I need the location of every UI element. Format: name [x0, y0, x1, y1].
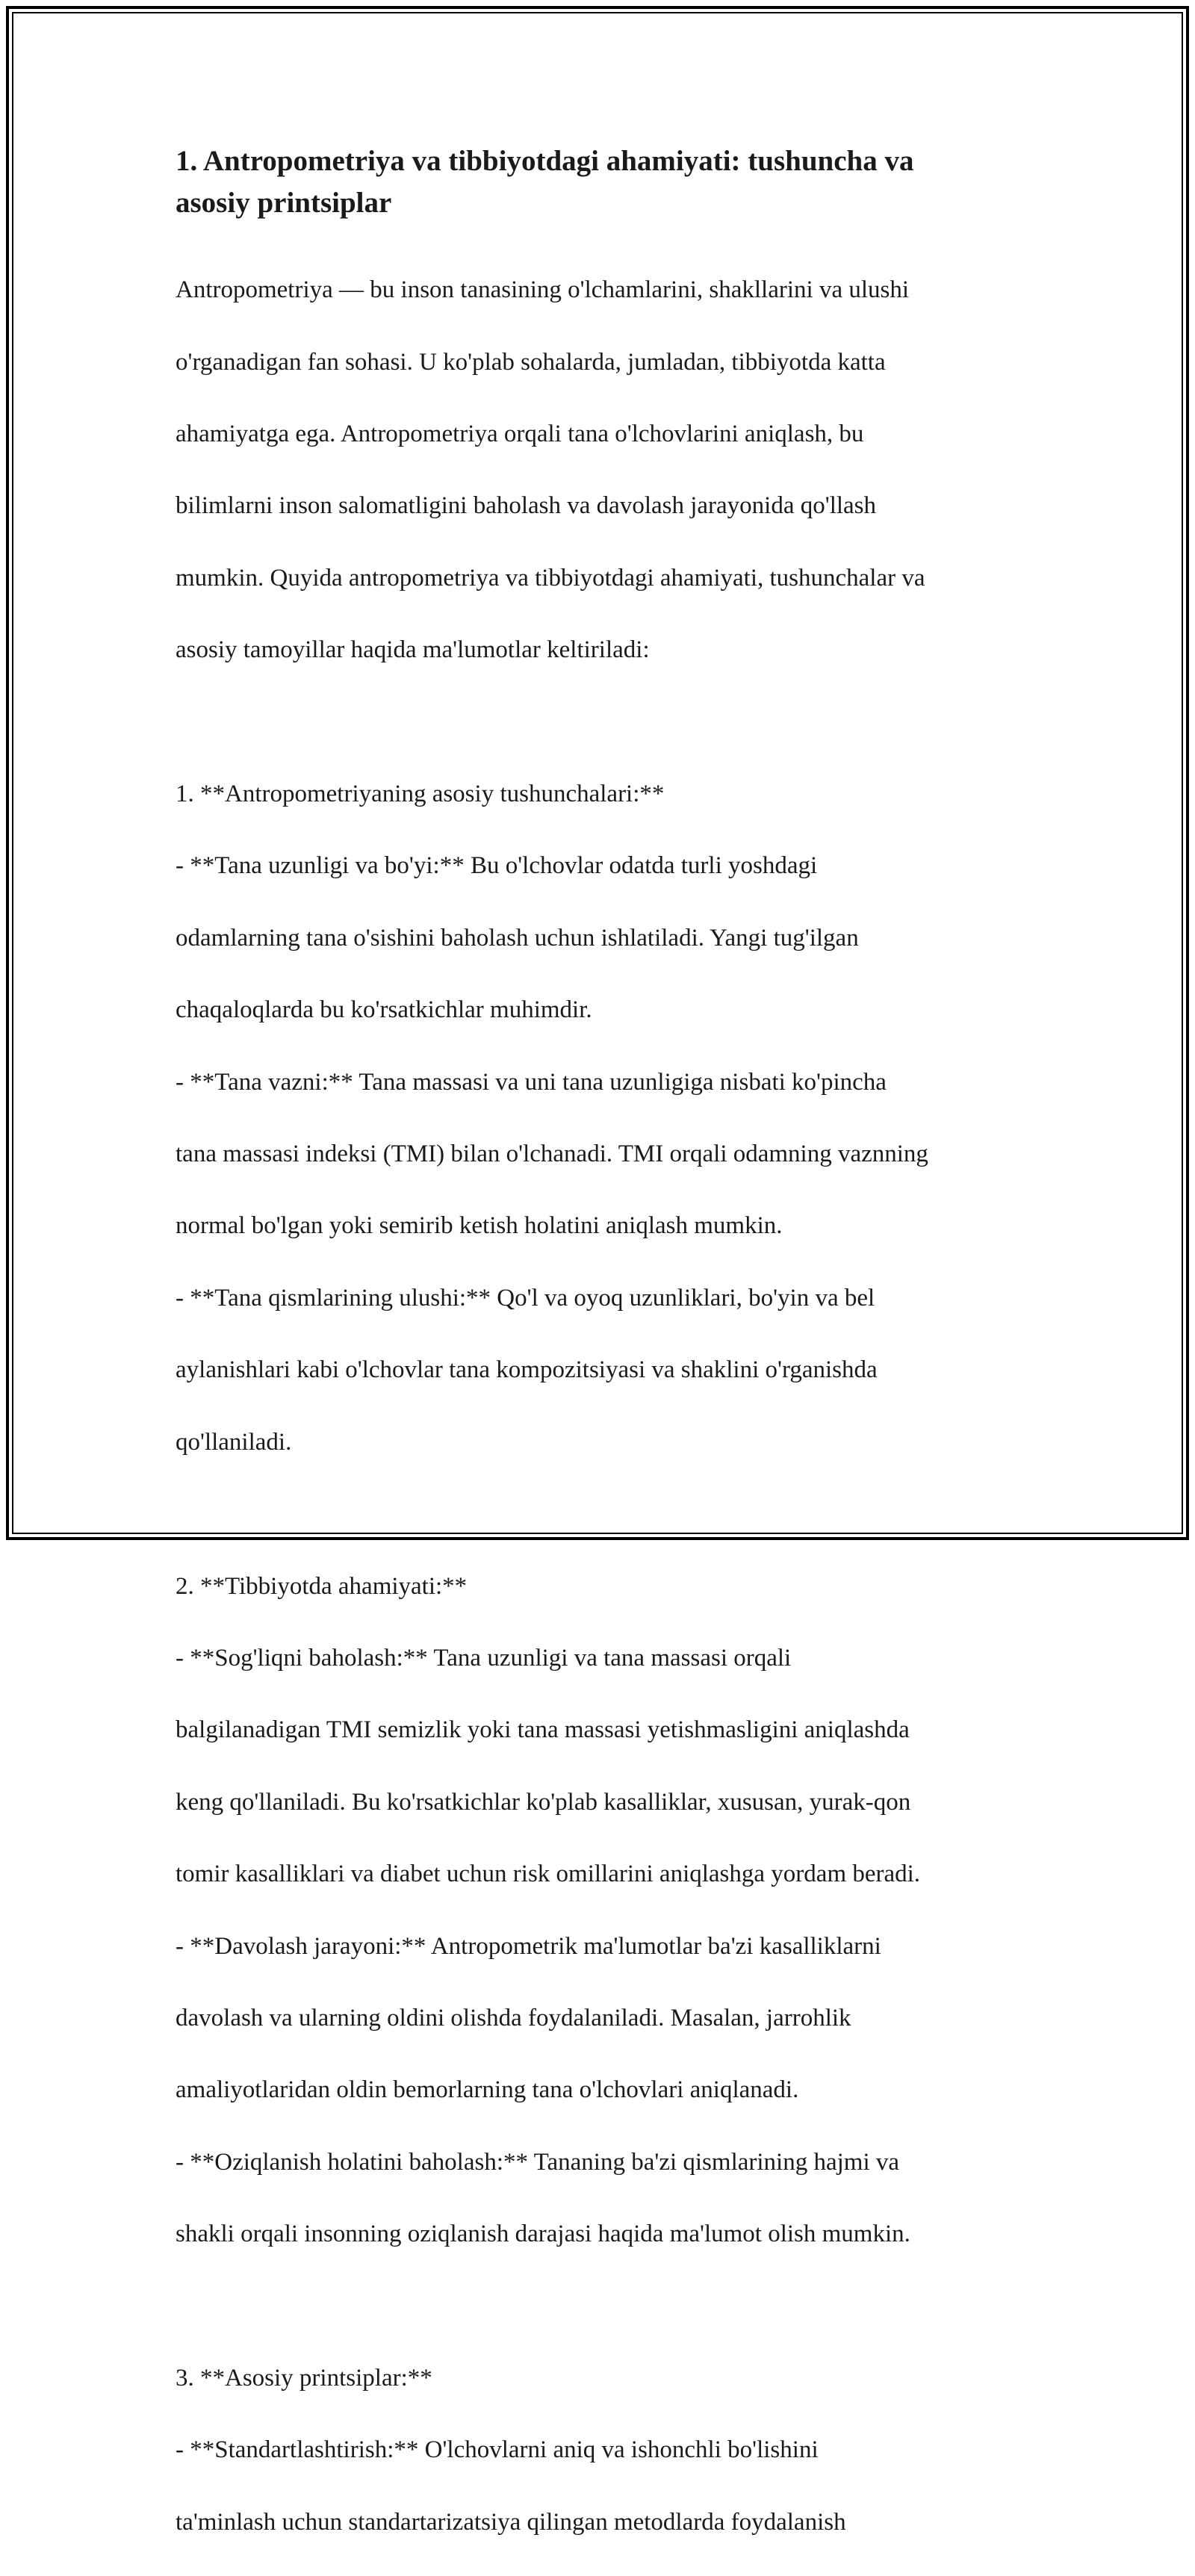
text-line: - **Tana uzunligi va bo'yi:** Bu o'lchovlar odatda turli yoshdagi — [176, 852, 818, 880]
text-line: shakli orqali insonning oziqlanish darajasi haqida ma'lumot olish mumkin. — [176, 2220, 910, 2248]
text-line: tomir kasalliklari va diabet uchun risk omillarini aniqlashga yordam beradi. — [176, 1860, 921, 1888]
text-line: tana massasi indeksi (TMI) bilan o'lchanadi. TMI orqali odamning vaznning — [176, 1140, 928, 1168]
blank-line — [176, 704, 1019, 740]
text-line: ahamiyatga ega. Antropometriya orqali tana o'lchovlarini aniqlash, bu — [176, 420, 864, 448]
blank-line — [176, 1496, 1019, 1532]
text-line: - **Standartlashtirish:** O'lchovlarni aniq va ishonchli bo'lishini — [176, 2436, 819, 2464]
document-content — [176, 140, 1019, 2576]
text-line: - **Oziqlanish holatini baholash:** Tananing ba'zi qismlarining hajmi va — [176, 2148, 900, 2176]
blank-line — [176, 2288, 1019, 2324]
text-line: o'rganadigan fan sohasi. U ko'plab sohalarda, jumladan, tibbiyotda katta — [176, 348, 886, 376]
text-line: amaliyotlaridan oldin bemorlarning tana o'lchovlari aniqlanadi. — [176, 2076, 799, 2104]
text-line: davolash va ularning oldini olishda foydalaniladi. Masalan, jarrohlik — [176, 2004, 851, 2032]
text-line: chaqaloqlarda bu ko'rsatkichlar muhimdir. — [176, 996, 592, 1024]
text-line: keng qo'llaniladi. Bu ko'rsatkichlar ko'plab kasalliklar, xususan, yurak-qon — [176, 1788, 911, 1816]
text-line: - **Sog'liqni baholash:** Tana uzunligi va tana massasi orqali — [176, 1644, 792, 1672]
text-line: - **Tana qismlarining ulushi:** Qo'l va oyoq uzunliklari, bo'yin va bel — [176, 1284, 875, 1312]
text-line: - **Tana vazni:** Tana massasi va uni tana uzunligiga nisbati ko'pincha — [176, 1068, 887, 1096]
section-heading-line: 3. **Asosiy printsiplar:** — [176, 2364, 432, 2392]
text-line: bilimlarni inson salomatligini baholash va davolash jarayonida qo'llash — [176, 492, 877, 520]
document-body — [176, 236, 1019, 2576]
text-line: aylanishlari kabi o'lchovlar tana kompozitsiyasi va shaklini o'rganishda — [176, 1356, 878, 1384]
text-line: ta'minlash uchun standartarizatsiya qilingan metodlarda foydalanish — [176, 2508, 846, 2536]
text-line: balgilanadigan TMI semizlik yoki tana massasi yetishmasligini aniqlashda — [176, 1716, 910, 1744]
section-heading-line: 2. **Tibbiyotda ahamiyati:** — [176, 1572, 468, 1600]
text-line: normal bo'lgan yoki semirib ketish holatini aniqlash mumkin. — [176, 1212, 783, 1240]
text-line: Antropometriya — bu inson tanasining o'lchamlarini, shakllarini va ulushi — [176, 276, 910, 304]
document-heading: 1. Antropometriya va tibbiyotdagi ahamiyati: tushuncha va asosiy printsiplar — [176, 145, 914, 219]
text-line: mumkin. Quyida antropometriya va tibbiyotdagi ahamiyati, tushunchalar va — [176, 564, 925, 592]
text-line: asosiy tamoyillar haqida ma'lumotlar keltiriladi: — [176, 636, 650, 664]
section-heading-line: 1. **Antropometriyaning asosiy tushunchalari:** — [176, 780, 665, 808]
text-line: qo'llaniladi. — [176, 1428, 292, 1456]
text-line: - **Davolash jarayoni:** Antropometrik ma'lumotlar ba'zi kasalliklarni — [176, 1932, 881, 1960]
text-line: odamlarning tana o'sishini baholash uchun ishlatiladi. Yangi tug'ilgan — [176, 924, 859, 952]
